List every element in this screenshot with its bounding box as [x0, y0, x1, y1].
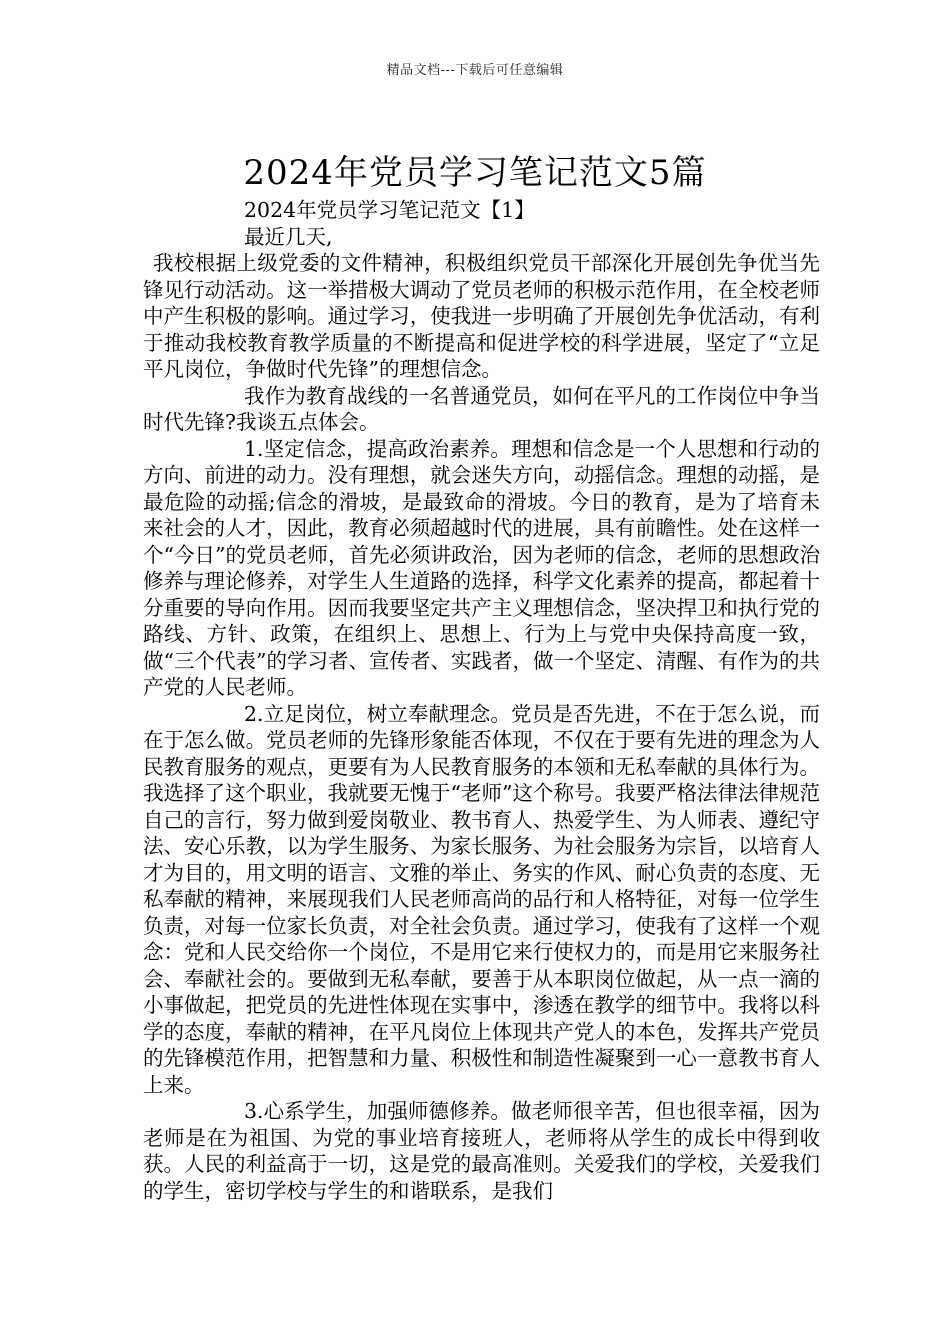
paragraph-point-1: 1.坚定信念，提高政治素养。理想和信念是一个人思想和行动的方向、前进的动力。没有理想，就会迷失方向，动摇信念。理想的动摇，是最危险的动摇;信念的滑坡，是最致命的滑坡。今日的教育，是为了培育未来社会的人才，因此，教育必须超越时代的进展，具有前瞻性。处在这样一个“今日”的党员老师，首先必须讲政治，因为老师的信念，老师的思想政治修养与理论修养，对学生人生道路的选择，科学文化素养的提高，都起着十分重要的导向作用。因而我要坚定共产主义理想信念，坚决捍卫和执行党的路线、方针、政策，在组织上、思想上、行为上与党中央保持高度一致，做“三个代表”的学习者、宣传者、实践者，做一个坚定、清醒、有作为的共产党的人民老师。	[143, 436, 820, 699]
paragraph-point-2: 2.立足岗位，树立奉献理念。党员是否先进，不在于怎么说，而在于怎么做。党员老师的先锋形象能否体现，不仅在于要有先进的理念为人民教育服务的观点，更要有为人民教育服务的本领和无私奉献的具体行为。我选择了这个职业，我就要无愧于“老师”这个称号。我要严格法律法律规范自己的言行，努力做到爱岗敬业、教书育人、热爱学生、为人师表、遵纪守法、安心乐教，以为学生服务、为家长服务、为社会服务为宗旨，以培育人才为目的，用文明的语言、文雅的举止、务实的作风、耐心负责的态度、无私奉献的精神，来展现我们人民老师高尚的品行和人格特征，对每一位学生负责，对每一位家长负责，对全社会负责。通过学习，使我有了这样一个观念：党和人民交给你一个岗位，不是用它来行使权力的，而是用它来服务社会、奉献社会的。要做到无私奉献，要善于从本职岗位做起，从一点一滴的小事做起，把党员的先进性体现在实事中，渗透在教学的细节中。我将以科学的态度，奉献的精神，在平凡岗位上体现共产党人的本色，发挥共产党员的先锋模范作用，把智慧和力量、积极性和制造性凝聚到一心一意教书育人上来。	[143, 701, 820, 1097]
paragraph-question: 我作为教育战线的一名普通党员，如何在平凡的工作岗位中争当时代先锋?我谈五点体会。	[143, 383, 820, 434]
paragraph-intro: 我校根据上级党委的文件精神，积极组织党员干部深化开展创先争优当先锋见行动活动。这一举措极大调动了党员老师的积极示范作用，在全校老师中产生积极的影响。通过学习，使我进一步明确了开展创先争优活动，有利于推动我校教育教学质量的不断提高和促进学校的科学进展，坚定了“立足平凡岗位，争做时代先锋”的理想信念。	[143, 251, 820, 381]
paragraph-point-3: 3.心系学生，加强师德修养。做老师很辛苦，但也很幸福，因为老师是在为祖国、为党的事业培育接班人，老师将从学生的成长中得到收获。人民的利益高于一切，这是党的最高准则。关爱我们的学校，关爱我们的学生，密切学校与学生的和谐联系，是我们	[143, 1099, 820, 1203]
section-heading: 2024年党员学习笔记范文【1】	[244, 198, 535, 222]
paragraph-opening: 最近几天,	[244, 224, 333, 249]
header-note: 精品文档---下载后可任意编辑	[386, 63, 564, 78]
document-title: 2024年党员学习笔记范文5篇	[243, 152, 707, 193]
document-body	[143, 197, 820, 1204]
